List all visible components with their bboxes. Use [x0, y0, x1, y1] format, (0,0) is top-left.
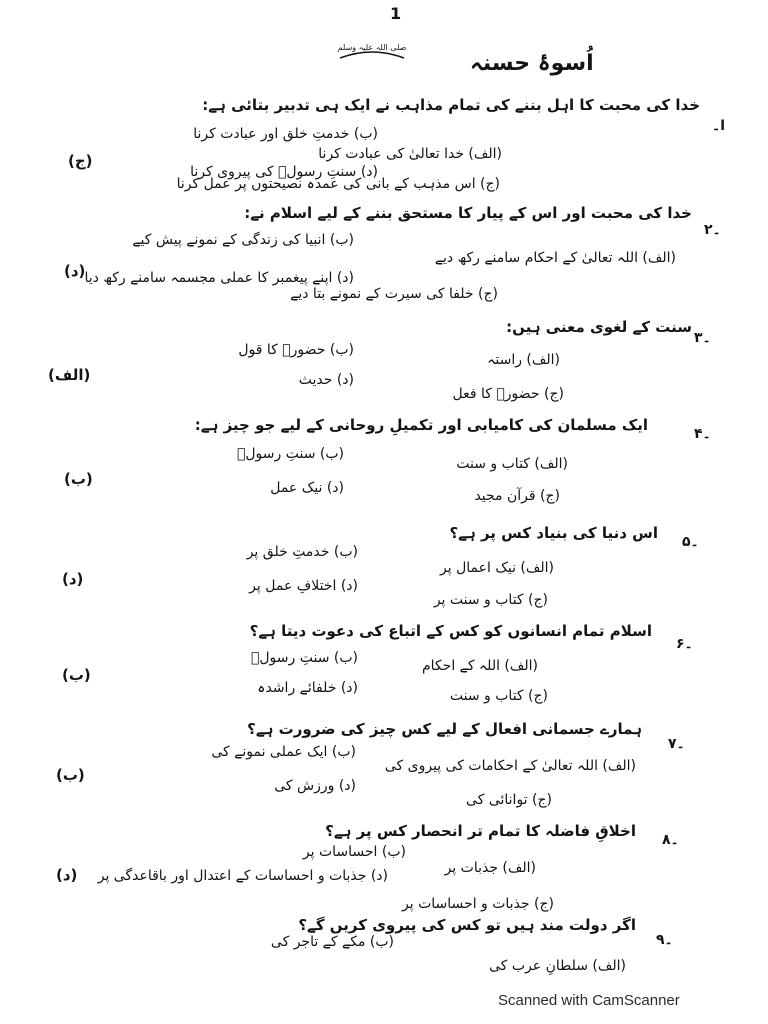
question-6-text: اسلام تمام انسانوں کو کس کے اتباع کی دعوت دیتا ہے؟	[249, 622, 652, 640]
page-number: 1	[390, 4, 402, 23]
question-6-option-b: (ب) سنتِ رسولؐ	[250, 650, 358, 666]
question-3-number: ۳۔	[694, 330, 711, 346]
question-2-text: خدا کی محبت اور اس کے پیار کا مستحق بننے کے لیے اسلام نے:	[244, 204, 692, 222]
question-1-answer: (ج)	[68, 152, 93, 170]
question-6-answer: (ب)	[62, 666, 91, 684]
question-2-number: ۲۔	[704, 222, 721, 238]
question-2-option-a: (الف) اللہ تعالیٰ کے احکام سامنے رکھ دیے	[434, 250, 676, 266]
question-5-option-d: (د) اختلافِ عمل پر	[249, 578, 358, 594]
question-5-number: ۵۔	[682, 534, 699, 550]
question-7-option-d: (د) ورزش کی	[274, 778, 356, 794]
question-7-option-b: (ب) ایک عملی نمونے کی	[211, 744, 356, 760]
question-4-answer: (ب)	[64, 470, 93, 488]
question-3-option-a: (الف) راستہ	[487, 352, 560, 368]
question-5-answer: (د)	[62, 570, 84, 588]
question-7-answer: (ب)	[56, 766, 85, 784]
question-7-option-c: (ج) توانائی کی	[466, 792, 552, 808]
question-9-number: ۹۔	[656, 932, 673, 948]
question-4-option-c: (ج) قرآن مجید	[474, 488, 560, 504]
question-6-option-c: (ج) کتاب و سنت	[449, 688, 548, 704]
question-8-text: اخلاقِ فاضلہ کا تمام تر انحصار کس پر ہے؟	[325, 822, 636, 840]
question-1-text: خدا کی محبت کا اہل بننے کی تمام مذاہب نے ایک ہی تدبیر بتائی ہے:	[202, 96, 700, 114]
question-3-text: سنت کے لغوی معنی ہیں:	[506, 318, 692, 336]
question-2-option-b: (ب) انبیا کی زندگی کے نمونے پیش کیے	[132, 232, 354, 248]
question-5-option-b: (ب) خدمتِ خلق پر	[246, 544, 358, 560]
question-8-option-b: (ب) احساسات پر	[302, 844, 406, 860]
question-9-option-a: (الف) سلطانِ عرب کی	[489, 958, 626, 974]
question-7-option-a: (الف) اللہ تعالیٰ کے احکامات کی پیروی کی	[384, 758, 636, 774]
title-calligraphy	[300, 34, 594, 78]
question-3-option-d: (د) حدیث	[298, 372, 354, 388]
question-4-number: ۴۔	[694, 426, 711, 442]
question-2-option-c: (ج) خلفا کی سیرت کے نمونے بتا دیے	[290, 286, 498, 302]
page-title	[300, 34, 594, 78]
title-text: اُسوۂ حسنہ	[470, 51, 594, 76]
question-3-option-c: (ج) حضورؐ کا فعل	[452, 386, 564, 402]
scanner-watermark: Scanned with CamScanner	[498, 992, 680, 1009]
question-6-number: ۶۔	[676, 636, 693, 652]
question-8-number: ۸۔	[662, 832, 679, 848]
question-8-option-a: (الف) جذبات پر	[444, 860, 536, 876]
question-9-option-b: (ب) مکے کے تاجر کی	[270, 934, 394, 950]
question-1-option-b: (ب) خدمتِ خلق اور عبادت کرنا	[193, 126, 378, 142]
question-4-text: ایک مسلمان کی کامیابی اور تکمیلِ روحانی کے لیے جو چیز ہے:	[194, 416, 648, 434]
question-7-number: ۷۔	[668, 736, 685, 752]
question-8-option-d: (د) جذبات و احساسات کے اعتدال اور باقاعدگی پر	[97, 868, 388, 884]
question-5-text: اس دنیا کی بنیاد کس پر ہے؟	[449, 524, 658, 542]
question-4-option-b: (ب) سنتِ رسولؐ	[236, 446, 344, 462]
question-7-text: ہمارے جسمانی افعال کے لیے کس چیز کی ضرورت ہے؟	[247, 720, 642, 738]
question-6-option-a: (الف) اللہ کے احکام	[422, 658, 538, 674]
question-3-answer: (الف)	[48, 366, 91, 384]
question-1-option-d: (د) سنتِ رسولؐ کی پیروی کرنا	[190, 164, 378, 180]
question-8-option-c: (ج) جذبات و احساسات پر	[402, 896, 554, 912]
question-5-option-a: (الف) نیک اعمال پر	[440, 560, 554, 576]
question-8-answer: (د)	[56, 866, 78, 884]
question-4-option-d: (د) نیک عمل	[270, 480, 344, 496]
question-5-option-c: (ج) کتاب و سنت پر	[433, 592, 548, 608]
question-1-option-a: (الف) خدا تعالیٰ کی عبادت کرنا	[318, 146, 502, 162]
question-6-option-d: (د) خلفائے راشدہ	[257, 680, 358, 696]
question-1-number: ا۔	[712, 118, 726, 134]
question-2-option-d: (د) اپنے پیغمبر کا عملی مجسمہ سامنے رکھ دیا	[84, 270, 354, 286]
question-9-text: اگر دولت مند ہیں تو کس کی پیروی کریں گے؟	[298, 916, 636, 934]
question-3-option-b: (ب) حضورؐ کا قول	[238, 342, 354, 358]
question-4-option-a: (الف) کتاب و سنت	[456, 456, 568, 472]
title-honorific: صلی اللہ علیہ وسلم	[337, 43, 407, 52]
question-2-answer: (د)	[64, 262, 86, 280]
question-1-option-c: (ج) اس مذہب کے بانی کی عمدہ نصیحتوں پر عمل کرنا	[176, 176, 500, 192]
